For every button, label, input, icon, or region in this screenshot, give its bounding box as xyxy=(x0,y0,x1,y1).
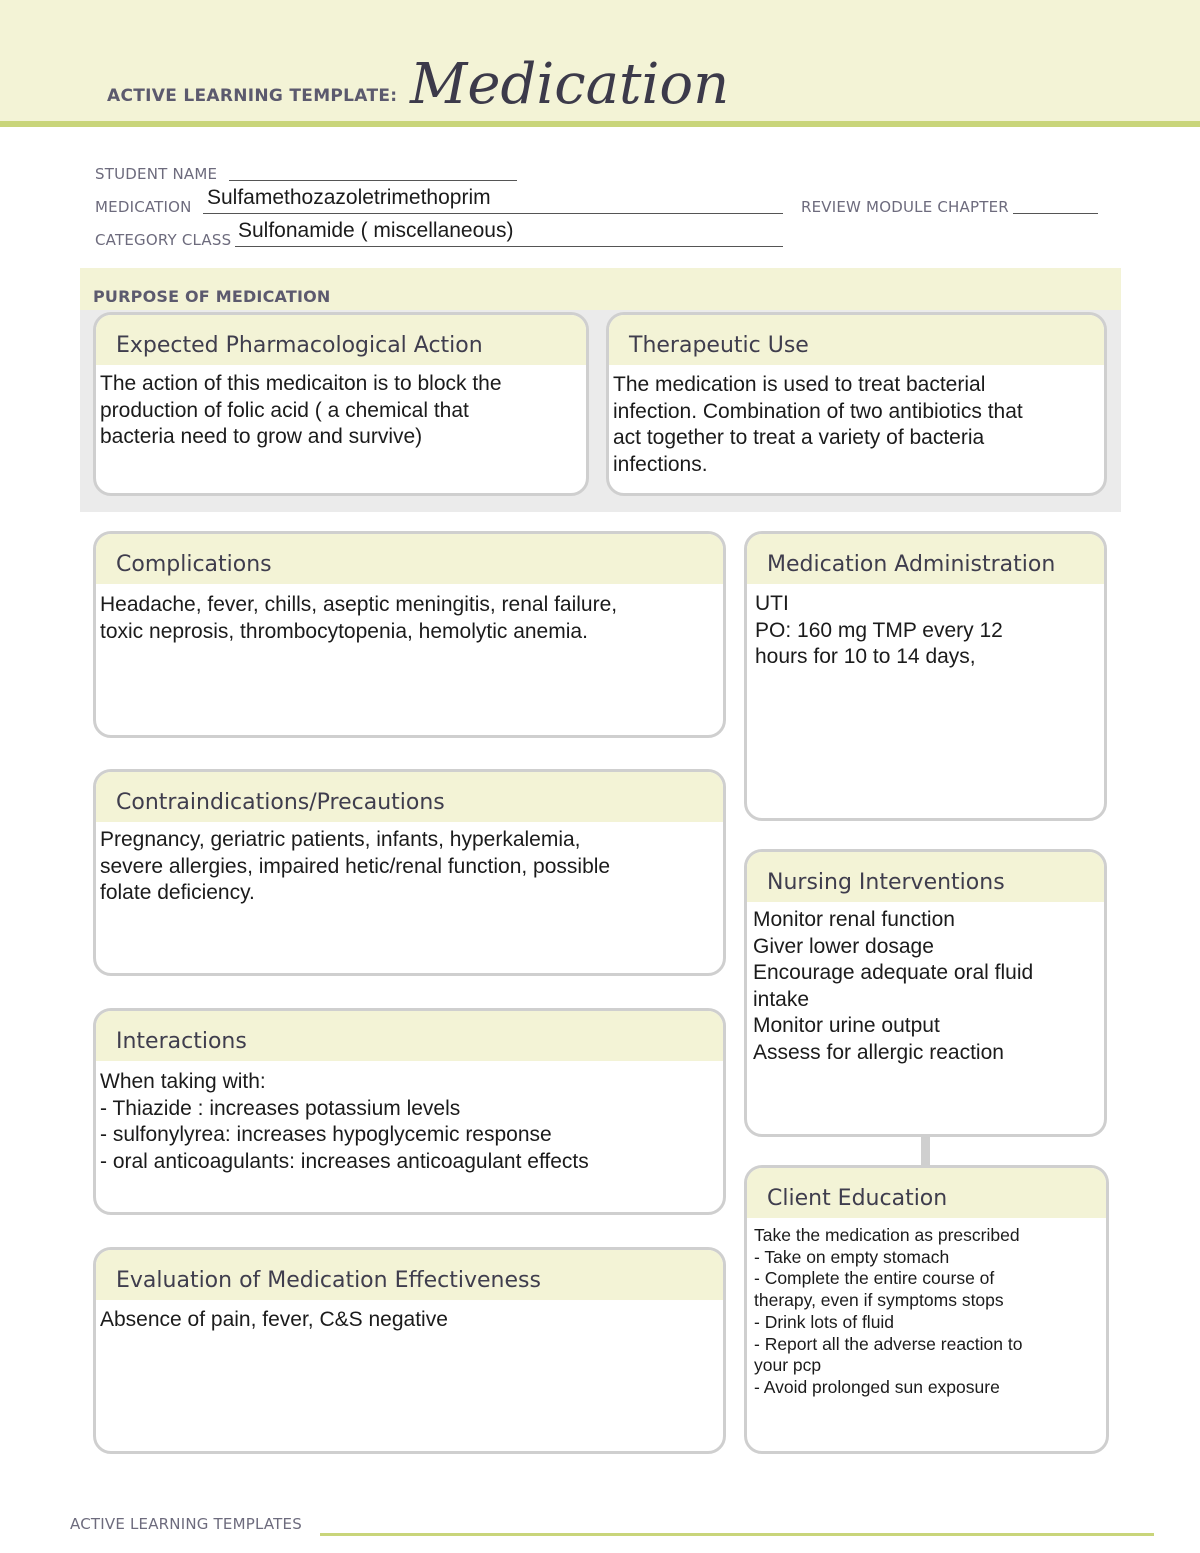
content-line: Pregnancy, geriatric patients, infants, hyperkalemia, xyxy=(100,828,581,851)
content-line: - sulfonylyrea: increases hypoglycemic response xyxy=(100,1123,552,1146)
content-line: Absence of pain, fever, C&S negative xyxy=(100,1308,448,1331)
content-line: hours for 10 to 14 days, xyxy=(755,645,976,668)
evaluation-box[interactable] xyxy=(93,1247,726,1454)
student-name-label: STUDENT NAME xyxy=(95,165,218,183)
box-title: Evaluation of Medication Effectiveness xyxy=(116,1268,541,1293)
content-line: - Take on empty stomach xyxy=(754,1246,950,1267)
content-line: your pcp xyxy=(754,1355,822,1376)
content-line: When taking with: xyxy=(100,1070,266,1093)
content-line: severe allergies, impaired hetic/renal function, possible xyxy=(100,854,611,878)
box-content xyxy=(613,372,1098,478)
content-line: Monitor renal function xyxy=(753,908,955,931)
box-title: Interactions xyxy=(116,1029,247,1054)
content-line: - Thiazide : increases potassium levels xyxy=(100,1096,461,1120)
header-rule xyxy=(0,121,1200,127)
template-label: ACTIVE LEARNING TEMPLATE: xyxy=(107,86,398,106)
content-line: The medication is used to treat bacterial xyxy=(613,373,986,396)
box-title: Medication Administration xyxy=(767,552,1056,577)
box-content xyxy=(100,1307,717,1334)
box-title: Expected Pharmacological Action xyxy=(116,333,483,358)
content-line: Take the medication as prescribed xyxy=(754,1225,1020,1245)
box-title: Client Education xyxy=(767,1186,948,1211)
complications-box[interactable] xyxy=(93,531,726,738)
expected-action-box[interactable] xyxy=(93,312,589,496)
box-content xyxy=(100,827,717,907)
student-name-line[interactable] xyxy=(229,180,517,181)
content-line: UTI xyxy=(755,592,789,615)
content-line: PO: 160 mg TMP every 12 xyxy=(755,618,1003,642)
category-class-value: Sulfonamide ( miscellaneous) xyxy=(238,219,514,242)
content-line: - Drink lots of fluid xyxy=(754,1311,895,1332)
medication-line[interactable] xyxy=(203,213,783,214)
content-line: - oral anticoagulants: increases anticoagulant effects xyxy=(100,1149,589,1173)
box-content xyxy=(100,371,580,451)
content-line: The action of this medicaiton is to block the xyxy=(100,372,502,395)
content-line: Monitor urine output xyxy=(753,1014,940,1037)
content-line: - Report all the adverse reaction to xyxy=(754,1333,1023,1354)
box-title: Contraindications/Precautions xyxy=(116,790,445,815)
medication-administration-box[interactable] xyxy=(744,531,1107,821)
box-title: Nursing Interventions xyxy=(767,870,1005,895)
content-line: therapy, even if symptoms stops xyxy=(754,1290,1004,1311)
review-module-line[interactable] xyxy=(1013,213,1098,214)
content-line: bacteria need to grow and survive) xyxy=(100,425,423,448)
content-line: folate deficiency. xyxy=(100,881,255,904)
interactions-box[interactable] xyxy=(93,1008,726,1215)
connector-bar xyxy=(921,1135,930,1166)
box-content xyxy=(755,591,1098,671)
category-class-label: CATEGORY CLASS xyxy=(95,231,232,249)
medication-label: MEDICATION xyxy=(95,198,192,216)
contraindications-box[interactable] xyxy=(93,769,726,976)
box-content xyxy=(753,907,1098,1066)
footer-rule xyxy=(320,1533,1154,1536)
box-title: Complications xyxy=(116,552,272,577)
content-line: Assess for allergic reaction xyxy=(753,1040,1004,1064)
content-line: infections. xyxy=(613,452,708,476)
footer-label: ACTIVE LEARNING TEMPLATES xyxy=(70,1515,302,1533)
content-line: - Avoid prolonged sun exposure xyxy=(754,1376,1000,1397)
template-title: Medication xyxy=(410,52,730,117)
content-line: act together to treat a variety of bacteria xyxy=(613,426,985,449)
content-line: Encourage adequate oral fluid xyxy=(753,961,1034,984)
box-content xyxy=(100,592,717,645)
content-line: toxic neprosis, thrombocytopenia, hemolytic anemia. xyxy=(100,619,588,643)
content-line: production of folic acid ( a chemical that xyxy=(100,398,469,422)
content-line: infection. Combination of two antibiotics that xyxy=(613,399,1023,423)
content-line: - Complete the entire course of xyxy=(754,1268,995,1289)
content-line: Giver lower dosage xyxy=(753,934,934,958)
nursing-interventions-box[interactable] xyxy=(744,849,1107,1137)
content-line: Headache, fever, chills, aseptic meningitis, renal failure, xyxy=(100,593,618,616)
client-education-box[interactable] xyxy=(744,1165,1109,1454)
medication-value: Sulfamethozazoletrimethoprim xyxy=(207,186,491,209)
purpose-label: PURPOSE OF MEDICATION xyxy=(93,287,331,306)
box-content xyxy=(754,1225,1100,1399)
category-class-line[interactable] xyxy=(235,246,783,247)
review-module-label: REVIEW MODULE CHAPTER xyxy=(801,198,1009,216)
content-line: intake xyxy=(753,987,810,1011)
therapeutic-use-box[interactable] xyxy=(606,312,1107,496)
box-title: Therapeutic Use xyxy=(629,333,809,358)
box-content xyxy=(100,1069,717,1175)
